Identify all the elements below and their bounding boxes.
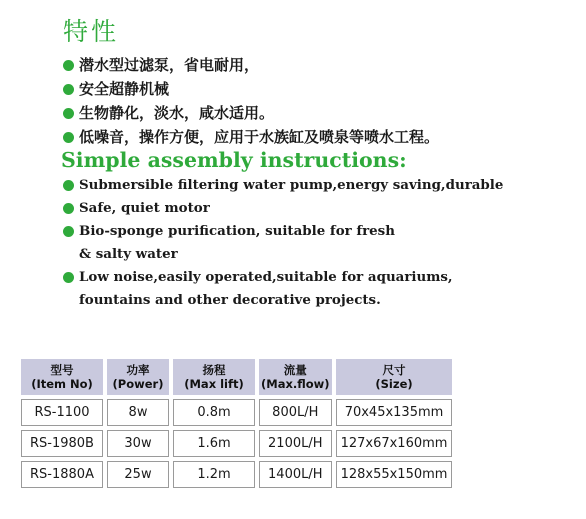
cell-size: 127x67x160mm xyxy=(336,430,453,457)
header-size xyxy=(336,359,453,395)
header-cn: 尺寸 xyxy=(382,363,406,377)
instruction-text-continued: & salty water xyxy=(79,246,178,262)
cell-max-lift: 1.2m xyxy=(173,461,255,488)
cell-max-lift: 0.8m xyxy=(173,399,255,426)
instruction-item xyxy=(63,174,503,197)
cell-power: 30w xyxy=(107,430,169,457)
cell-max-flow: 800L/H xyxy=(259,399,332,426)
instruction-text: Bio-sponge purification, suitable for fresh xyxy=(79,223,395,239)
cell-item-no: RS-1100 xyxy=(21,399,103,426)
header-max-lift xyxy=(173,359,255,395)
instruction-text-continued: fountains and other decorative projects. xyxy=(79,292,381,308)
header-en: (Max.flow) xyxy=(261,377,330,391)
instruction-text: Submersible filtering water pump,energy saving,durable xyxy=(79,177,504,193)
instruction-item xyxy=(63,266,503,312)
green-bullet-icon xyxy=(63,226,74,237)
instruction-item xyxy=(63,197,503,220)
header-en: (Item No) xyxy=(31,377,93,391)
green-bullet-icon xyxy=(63,132,74,143)
feature-item-cn xyxy=(63,53,439,77)
spec-table xyxy=(17,355,456,492)
instructions-list-en xyxy=(63,174,503,312)
feature-item-cn xyxy=(63,101,439,125)
cell-power: 25w xyxy=(107,461,169,488)
green-bullet-icon xyxy=(63,180,74,191)
header-en: (Power) xyxy=(112,377,164,391)
header-max-flow xyxy=(259,359,332,395)
cell-power: 8w xyxy=(107,399,169,426)
green-bullet-icon xyxy=(63,108,74,119)
instructions-heading-en: Simple assembly instructions: xyxy=(61,148,407,172)
features-heading-cn: 特性 xyxy=(63,17,120,46)
feature-text: 低噪音，操作方便，应用于水族缸及喷泉等喷水工程。 xyxy=(79,128,440,146)
features-list-cn xyxy=(63,53,439,149)
green-bullet-icon xyxy=(63,84,74,95)
instruction-text: Safe, quiet motor xyxy=(79,200,210,216)
table-row xyxy=(21,399,452,426)
header-item-no xyxy=(21,359,103,395)
header-cn: 扬程 xyxy=(202,363,226,377)
instruction-text: Low noise,easily operated,suitable for aquariums, xyxy=(79,269,453,285)
feature-text: 生物静化，淡水，咸水适用。 xyxy=(79,104,275,122)
cell-item-no: RS-1980B xyxy=(21,430,103,457)
header-cn: 型号 xyxy=(50,363,74,377)
header-power xyxy=(107,359,169,395)
cell-max-flow: 2100L/H xyxy=(259,430,332,457)
table-row xyxy=(21,430,452,457)
cell-size: 70x45x135mm xyxy=(336,399,453,426)
cell-max-lift: 1.6m xyxy=(173,430,255,457)
instruction-item xyxy=(63,220,503,266)
green-bullet-icon xyxy=(63,203,74,214)
spec-table-header-row xyxy=(21,359,452,395)
cell-max-flow: 1400L/H xyxy=(259,461,332,488)
header-en: (Size) xyxy=(375,377,413,391)
feature-item-cn xyxy=(63,77,439,101)
feature-text: 潜水型过滤泵，省电耐用， xyxy=(79,56,260,74)
header-cn: 流量 xyxy=(283,363,307,377)
header-en: (Max lift) xyxy=(184,377,244,391)
feature-text: 安全超静机械 xyxy=(79,80,170,98)
cell-item-no: RS-1880A xyxy=(21,461,103,488)
green-bullet-icon xyxy=(63,60,74,71)
header-cn: 功率 xyxy=(126,363,150,377)
green-bullet-icon xyxy=(63,272,74,283)
cell-size: 128x55x150mm xyxy=(336,461,453,488)
table-row xyxy=(21,461,452,488)
feature-item-cn xyxy=(63,125,439,149)
